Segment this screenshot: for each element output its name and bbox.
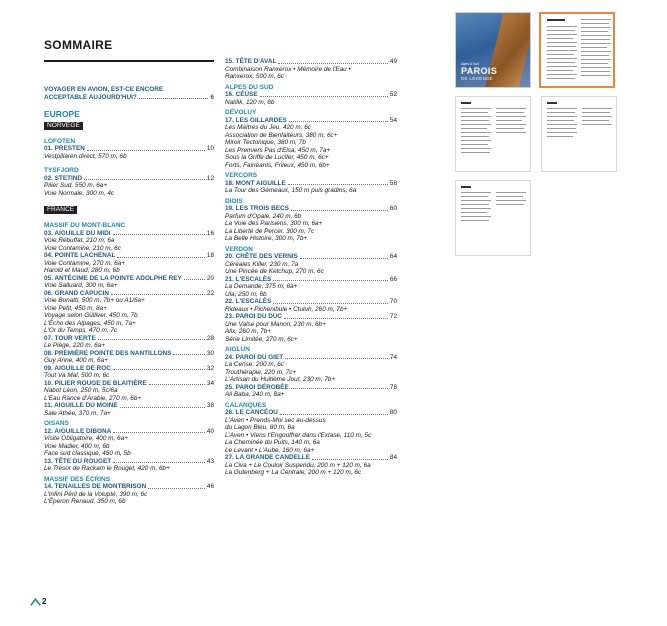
toc-entry[interactable]	[225, 298, 397, 306]
thumbnail-cover[interactable]	[455, 12, 531, 88]
page-ref: 16	[206, 229, 214, 237]
route: Association de Bienfaiteurs, 380 m, 6c+	[225, 131, 338, 139]
toc-entry[interactable]	[44, 275, 214, 283]
entry-title: 07. TOUR VERTE	[44, 334, 96, 342]
route: La Belle Histoire, 300 m, 7b+	[225, 235, 308, 242]
toc-entry[interactable]	[44, 252, 214, 260]
route: Le Piège, 220 m, 6a+	[44, 342, 105, 349]
cover-subtitle: Alpes & Sud	[461, 62, 479, 66]
entry-title: 11. AIGUILLE DU MOINE	[44, 402, 118, 409]
intro-line2: ACCEPTABLE AUJOURD'HUI?	[44, 93, 137, 101]
route: La Voie des Parisiens, 300 m, 6a+	[225, 220, 323, 227]
page-ref: 78	[389, 383, 397, 391]
route: La Demande, 375 m, 6a+	[225, 283, 298, 290]
section-heading: TYSFJORD	[44, 167, 79, 174]
entry-title: 09. AIGUILLE DE ROC	[44, 364, 111, 372]
route: Voie Normale, 300 m, 4c	[44, 189, 115, 197]
toc-entry[interactable]	[225, 180, 397, 188]
dot-leader	[285, 358, 388, 359]
dot-leader	[117, 257, 205, 258]
section-heading: ALPES DU SUD	[225, 83, 274, 91]
route: La Tour des Gémeaux, 150 m puis gradins, 6a	[225, 187, 357, 194]
dot-leader	[149, 384, 205, 385]
toc-column-left	[44, 86, 214, 506]
section-heading: DÉVOLUY	[225, 109, 257, 116]
thumbnail-page[interactable]	[455, 96, 531, 172]
page-ref: 58	[389, 179, 397, 187]
section-heading: LOFOTEN	[44, 137, 76, 145]
route: du Lagon Bleu, 80 m, 6a	[225, 424, 295, 431]
route: Le Trésor de Rackam le Rouget, 420 m, 6b+	[44, 465, 170, 472]
dot-leader	[260, 96, 388, 97]
entry-title: 08. PREMIÈRE POINTE DES NANTILLONS	[44, 349, 172, 357]
dot-leader	[173, 354, 204, 355]
toc-column-right	[225, 58, 397, 477]
entry-title: 18. MONT AIGUILLE	[225, 179, 286, 187]
intro-line1[interactable]: VOYAGER EN AVION, EST-CE ENCORE	[44, 86, 164, 93]
entry-title: 03. AIGUILLE DU MIDI	[44, 229, 111, 237]
toc-entry[interactable]	[225, 409, 397, 417]
dot-leader	[284, 318, 388, 319]
dot-leader	[148, 488, 205, 489]
page-number-text: 2	[42, 597, 47, 606]
thumbnail-page[interactable]	[541, 96, 617, 172]
toc-entry[interactable]	[44, 365, 214, 373]
route: Les Premiers Pas d'Elsa, 450 m, 7a+	[225, 146, 331, 154]
toc-entry[interactable]	[44, 402, 214, 410]
toc-entry[interactable]	[44, 428, 214, 436]
route: Une Pincée de Ketchup, 270 m, 6c	[225, 268, 324, 275]
dot-leader	[288, 184, 388, 185]
route: La Liberté de Percer, 300 m, 7c	[225, 227, 315, 235]
entry-title: 26. LE CANCÉOU	[225, 409, 278, 416]
toc-entry[interactable]	[225, 384, 397, 392]
page-title: SOMMAIRE	[44, 38, 113, 52]
entry-title: 24. PAROI DU GIET	[225, 353, 284, 361]
dot-leader	[280, 414, 388, 415]
route: Voie Rébuffat, 210 m, 6a	[44, 237, 115, 244]
route: Ula, 250 m, 6b	[225, 290, 267, 298]
dot-leader	[87, 150, 205, 151]
toc-entry[interactable]	[44, 380, 214, 388]
entry-title: 20. CRÊTE DES VERNIS	[225, 253, 298, 260]
dot-leader	[113, 369, 205, 370]
route: Pilier Sud, 550 m, 6a+	[44, 182, 108, 189]
cover-title: PAROIS	[461, 66, 498, 76]
page-ref: 49	[389, 58, 397, 65]
page-ref: 54	[389, 116, 397, 124]
page-ref: 34	[206, 379, 214, 387]
page-ref: 32	[206, 364, 214, 372]
page-ref: 18	[206, 252, 214, 259]
route: Combinaison Ranxerox • Mémoire de l'Eau •	[225, 65, 351, 73]
route: Nabot Léon, 250 m, 5c/6a	[44, 387, 118, 394]
toc-entry[interactable]	[225, 276, 397, 284]
dot-leader	[98, 339, 205, 340]
entry-title: 17. LES GILLARDES	[225, 116, 287, 124]
title-rule	[44, 60, 214, 62]
route: La Gutenberg + La Centrale, 200 m + 120 m, 6c	[225, 469, 362, 476]
route: Ali Baba, 240 m, 8a+	[225, 391, 285, 398]
entry-title: 14. TENAILLES DE MONTBRISON	[44, 483, 147, 490]
toc-entry[interactable]	[225, 91, 397, 99]
route: L'Aven • Prends-Moi sec au-dessus	[225, 416, 326, 424]
route: Parfum d'Opale, 240 m, 6b	[225, 212, 302, 220]
page-ref: 52	[389, 91, 397, 98]
page-ref: 66	[389, 275, 397, 283]
section-heading: DIOIS	[225, 197, 243, 205]
toc-entry[interactable]	[44, 145, 214, 153]
entry-title: 12. AIGUILLE DIBONA	[44, 427, 112, 435]
dot-leader	[291, 210, 388, 211]
section-heading: VERDON	[225, 245, 253, 253]
dot-leader	[278, 63, 388, 64]
page-ref: 40	[206, 427, 214, 435]
route: Une Valse pour Manon, 230 m, 6b+	[225, 320, 326, 328]
entry-title: 16. CÉÜSE	[225, 91, 258, 98]
dot-leader	[289, 121, 388, 122]
intro-entry[interactable]	[44, 94, 214, 102]
toc-entry[interactable]	[44, 290, 214, 298]
dot-leader	[113, 462, 205, 463]
route: Ranxerox, 500 m, 6c	[225, 73, 284, 80]
toc-entry[interactable]	[44, 483, 214, 491]
country-badge: NORVÈGE	[44, 122, 83, 130]
page-ref: 70	[389, 298, 397, 305]
route: Voyage selon Gülliver, 450 m, 7b	[44, 312, 138, 319]
thumbnail-page-selected[interactable]	[539, 12, 615, 88]
entry-title: 10. PILIER ROUGE DE BLAITIÈRE	[44, 379, 147, 387]
page-ref: 28	[206, 334, 214, 342]
route: Sale Athée, 370 m, 7a+	[44, 409, 111, 417]
toc-entry[interactable]	[44, 458, 214, 466]
page-ref: 6	[210, 93, 214, 101]
toc-entry[interactable]	[44, 230, 214, 238]
dot-leader	[113, 432, 205, 433]
page-ref: 20	[206, 274, 214, 282]
entry-title: 06. GRAND CAPUCIN	[44, 289, 109, 297]
section-heading: AIGLUN	[225, 346, 250, 353]
page-ref: 38	[206, 402, 214, 409]
toc-entry[interactable]	[44, 335, 214, 343]
page-ref: 10	[206, 145, 214, 152]
entry-title: 22. L'ESCALÈS	[225, 298, 272, 305]
cover-tagline: DE LÉGENDE	[461, 76, 494, 81]
page-number	[30, 597, 46, 606]
entry-title: 25. PAROI DÉROBÉE	[225, 383, 289, 391]
page-ref: 72	[389, 313, 397, 320]
dot-leader	[312, 459, 388, 460]
route: Le Levant • L'Aube, 160 m, 6a+	[225, 446, 315, 454]
route: La Cheminée du Puits, 140 m, 6a	[225, 439, 320, 446]
route: Voie Madier, 400 m, 6b	[44, 442, 110, 450]
page-ref: 80	[389, 409, 397, 416]
entry-title: 19. LES TROIS BECS	[225, 205, 289, 212]
route: Rideaux • Pichenibule • Ctuluh, 260 m, 7b+	[225, 305, 348, 313]
dot-leader	[113, 234, 205, 235]
toc-entry[interactable]	[44, 350, 214, 358]
route: Voie Petit, 450 m, 8a+	[44, 304, 107, 312]
toc-entry[interactable]	[225, 117, 397, 125]
section-heading: MASSIF DU MONT-BLANC	[44, 222, 126, 229]
entry-title: 13. TÊTE DU ROUGET	[44, 457, 112, 465]
toc-entry[interactable]	[225, 313, 397, 321]
route: La Civa + Le Couloir Suspendu, 200 m + 120 m, 6a	[225, 461, 371, 469]
page-ref: 64	[389, 253, 397, 260]
toc-entry[interactable]	[225, 58, 397, 66]
route: Série Limitée, 270 m, 6c+	[225, 335, 298, 343]
toc-entry[interactable]	[225, 253, 397, 261]
route: Céréales Killer, 230 m, 7a	[225, 260, 299, 268]
page-ref: 43	[206, 457, 214, 465]
route: Guy Anne, 400 m, 6a+	[44, 357, 108, 364]
route: Vestpillaren direct, 570 m, 6b	[44, 152, 127, 160]
route: L'Eau Rance d'Arabie, 270 m, 6b+	[44, 394, 142, 402]
route: Natilik, 120 m, 6b	[225, 98, 275, 106]
toc-entry[interactable]	[44, 175, 214, 183]
country-badge: FRANCE	[44, 206, 77, 214]
section-heading: OISANS	[44, 420, 69, 427]
route: L'Artisan du Huitième Jour, 230 m, 7b+	[225, 376, 336, 383]
route: Voie Bonatti, 500 m, 7b+ ou A1/6a+	[44, 297, 145, 304]
region-heading: EUROPE	[44, 109, 80, 119]
dot-leader	[84, 179, 205, 180]
entry-title: 01. PRESTEN	[44, 145, 85, 152]
page-ref: 74	[389, 353, 397, 361]
dot-leader	[184, 279, 205, 280]
dot-leader	[111, 294, 205, 295]
route: Sous la Griffe de Lucifer, 450 m, 6c+	[225, 154, 329, 161]
route: Voie Salluard, 300 m, 6a+	[44, 282, 118, 289]
route: L'Écho des Alpages, 450 m, 7a+	[44, 319, 136, 327]
entry-title: 23. PAROI DU DUC	[225, 313, 283, 320]
toc-entry[interactable]	[225, 454, 397, 462]
section-heading: MASSIF DES ÉCRINS	[44, 475, 111, 483]
page-ref: 12	[206, 174, 214, 182]
route: L'Or du Temps, 470 m, 7c	[44, 327, 118, 334]
route: Miroir Tectonique, 380 m, 7b	[225, 139, 306, 146]
route: Face sud classique, 450 m, 5b	[44, 450, 131, 457]
route: Tout Va Mal, 500 m, 6c	[44, 372, 110, 379]
route: Harold et Maud, 280 m, 6b	[44, 267, 120, 274]
entry-title: 27. LA GRANDE CANDELLE	[225, 454, 310, 461]
page-ref: 46	[206, 483, 214, 490]
entry-title: 02. STETIND	[44, 174, 82, 182]
page-ref: 30	[206, 349, 214, 357]
dot-leader	[300, 258, 388, 259]
dot-leader	[273, 303, 388, 304]
page-ref: 84	[389, 454, 397, 461]
dot-leader	[273, 280, 388, 281]
route: L'Aven • Viens t'Engouffrer dans l'Extase, 110 m, 5c	[225, 431, 372, 439]
dot-leader	[291, 388, 388, 389]
route: Les Maîtres du Jeu, 420 m, 6c	[225, 124, 311, 131]
route: La Cerise, 200 m, 6c	[225, 361, 284, 368]
dot-leader	[139, 98, 209, 99]
toc-entry[interactable]	[225, 354, 397, 362]
entry-title: 15. TÊTE D'AVAL	[225, 58, 277, 65]
mountain-logo-icon	[30, 598, 41, 606]
page-ref: 60	[389, 205, 397, 212]
section-heading: VERCORS	[225, 172, 258, 179]
route: Alix, 260 m, 7b+	[225, 328, 272, 335]
route: Visite Obligatoire, 400 m, 6a+	[44, 435, 128, 442]
route: Voie Contamine, 270 m, 6a+	[44, 259, 125, 267]
entry-title: 05. ANTÉCIME DE LA POINTE ADOLPHE REY	[44, 274, 182, 282]
route: Forts, Fainéants, Frileux, 450 m, 6b+	[225, 161, 330, 169]
page-ref: 22	[206, 289, 214, 297]
route: Trouthérapie, 220 m, 7c+	[225, 368, 297, 376]
entry-title: 21. L'ESCALÈS	[225, 275, 272, 283]
toc-entry[interactable]	[225, 205, 397, 213]
dot-leader	[120, 407, 205, 408]
entry-title: 04. POINTE LACHENAL	[44, 252, 116, 259]
route: Voie Contamine, 210 m, 6c	[44, 244, 121, 252]
route: L'Éperon Renaud, 350 m, 6b	[44, 498, 126, 505]
section-heading: CALANQUES	[225, 401, 267, 409]
route: L'Infini Péril de la Volupté, 390 m, 6c	[44, 490, 148, 498]
thumbnail-page[interactable]	[455, 180, 531, 256]
